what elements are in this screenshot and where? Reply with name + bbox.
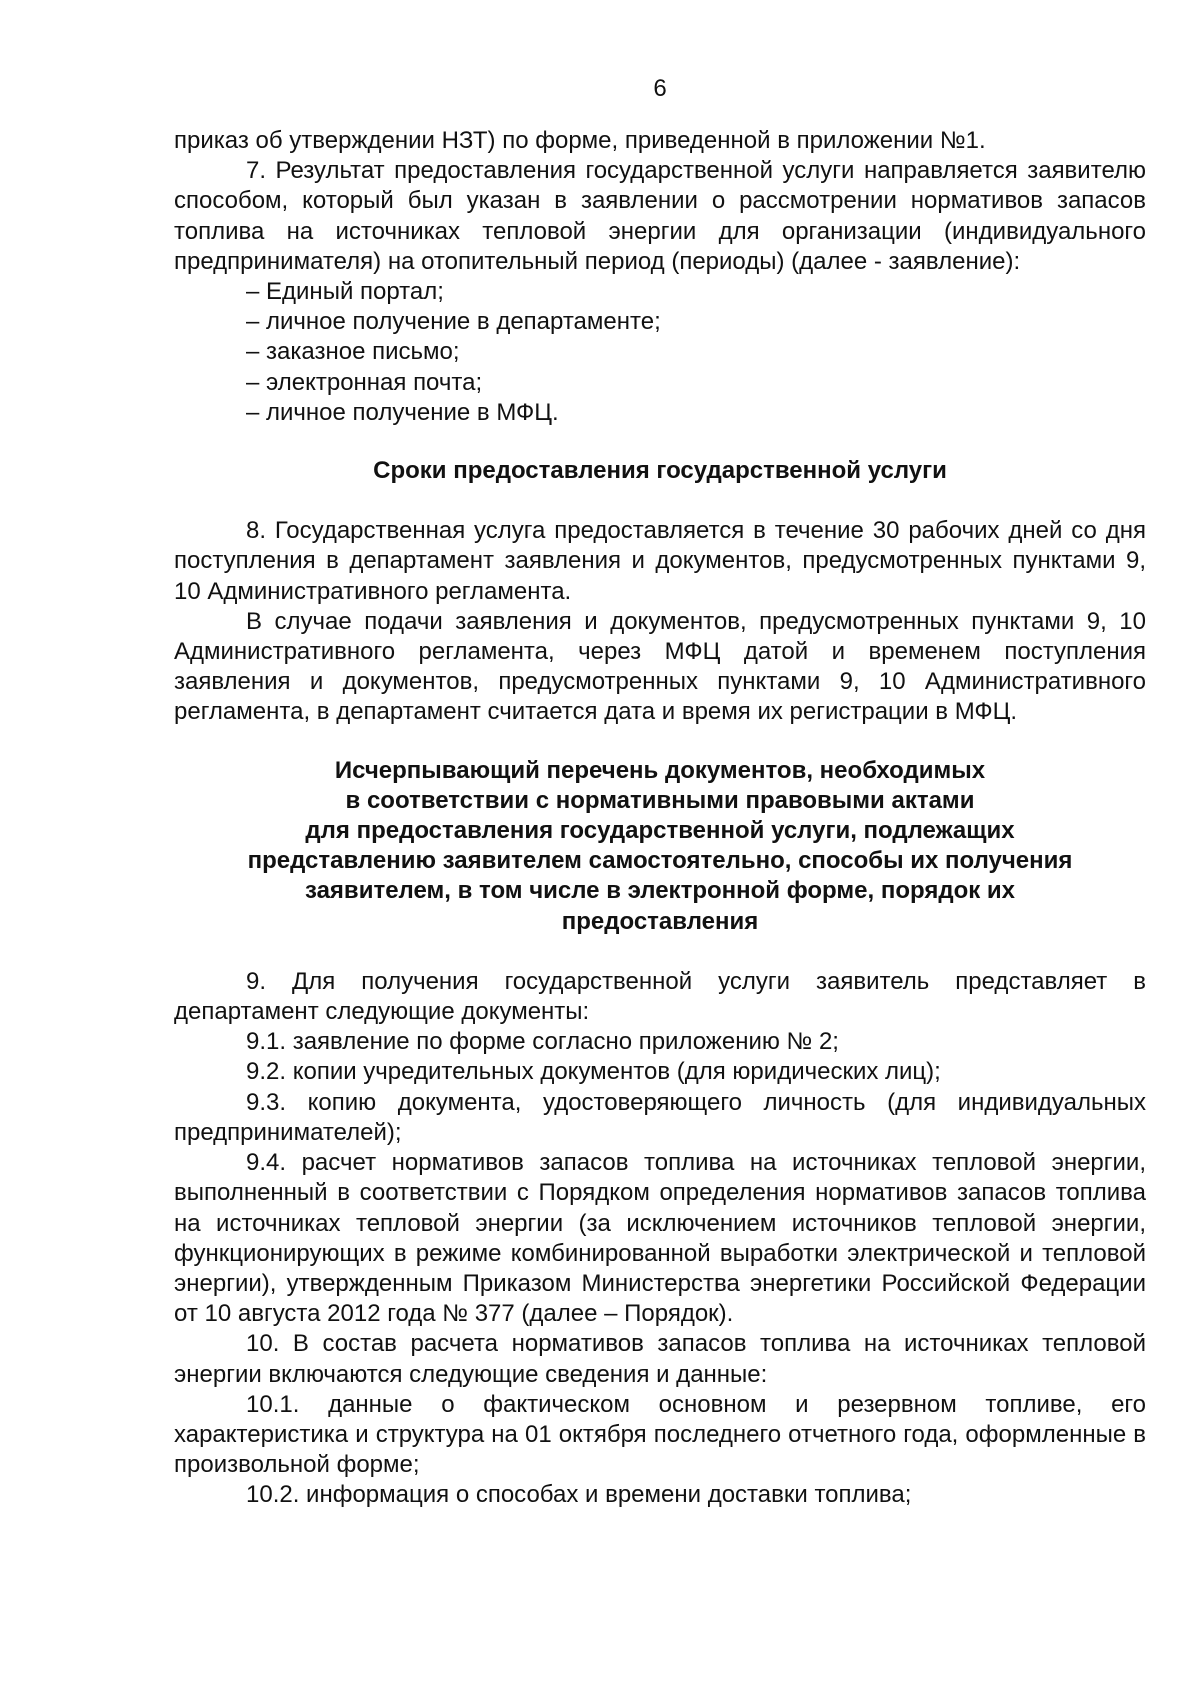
list-item: – личное получение в департаменте; — [246, 308, 661, 336]
paragraph-item-9-2: 9.2. копии учредительных документов (для юридических лиц); — [246, 1058, 941, 1086]
document-body — [174, 126, 1146, 1511]
heading-line: заявителем, в том числе в электронной форме, порядок их — [304, 877, 1016, 905]
paragraph-item-9-1: 9.1. заявление по форме согласно приложению № 2; — [246, 1028, 839, 1056]
list-item: – Единый портал; — [246, 278, 444, 306]
section-heading-terms: Сроки предоставления государственной услуги — [373, 457, 947, 485]
list-item: – заказное письмо; — [246, 338, 460, 366]
paragraph-item-9: 9. Для получения государственной услуги заявитель представляет в департамент следующие документы: — [174, 967, 1146, 1026]
paragraph-item-9-4: 9.4. расчет нормативов запасов топлива на источниках тепловой энергии, выполненный в соответствии с Порядком определения нормативов запасов топлива на источниках тепловой энергии (за исключением источников тепловой энергии, функционирующих в режиме комбинированной выработки электрической и тепловой энергии), утвержденным Приказом Министерства энергетики Российской Федерации от 10 августа 2012 года № 377 (далее – Порядок). — [174, 1149, 1146, 1328]
heading-line: предоставления — [561, 907, 759, 935]
paragraph-item-9-3: 9.3. копию документа, удостоверяющего личность (для индивидуальных предпринимателей); — [174, 1088, 1146, 1146]
paragraph-item-10: 10. В состав расчета нормативов запасов топлива на источниках тепловой энергии включаются следующие сведения и данные: — [174, 1330, 1146, 1388]
heading-line: для предоставления государственной услуги, подлежащих — [305, 817, 1015, 845]
list-item: – личное получение в МФЦ. — [246, 398, 559, 426]
paragraph-item-7: 7. Результат предоставления государственной услуги направляется заявителю способом, который был указан в заявлении о рассмотрении нормативов запасов топлива на источниках тепловой энергии для организации (индивидуального предпринимателя) на отопительный период (периоды) (далее - заявление): — [174, 157, 1146, 275]
heading-line: представлению заявителем самостоятельно, способы их получения — [247, 847, 1073, 875]
list-item: – электронная почта; — [246, 368, 483, 396]
paragraph: В случае подачи заявления и документов, предусмотренных пунктами 9, 10 Административного регламента, через МФЦ датой и временем поступления заявления и документов, предусмотренных пунктами 9, 10 Административного регламента, в департамент считается дата и время их регистрации в МФЦ. — [174, 607, 1146, 726]
section-heading-documents — [174, 756, 1146, 937]
paragraph-item-10-1: 10.1. данные о фактическом основном и резервном топливе, его характеристика и структура на 01 октября последнего отчетного года, оформленные в произвольной форме; — [174, 1390, 1146, 1479]
paragraph: приказ об утверждении НЗТ) по форме, приведенной в приложении №1. — [174, 127, 986, 154]
paragraph-item-10-2: 10.2. информация о способах и времени доставки топлива; — [246, 1481, 912, 1509]
paragraph-item-8: 8. Государственная услуга предоставляется в течение 30 рабочих дней со дня поступления в департамент заявления и документов, предусмотренных пунктами 9, 10 Административного регламента. — [174, 517, 1146, 605]
page-number: 6 — [653, 75, 667, 102]
heading-line: Исчерпывающий перечень документов, необходимых — [334, 756, 986, 784]
heading-line: в соответствии с нормативными правовыми актами — [345, 786, 975, 814]
document-page — [174, 0, 1146, 1696]
